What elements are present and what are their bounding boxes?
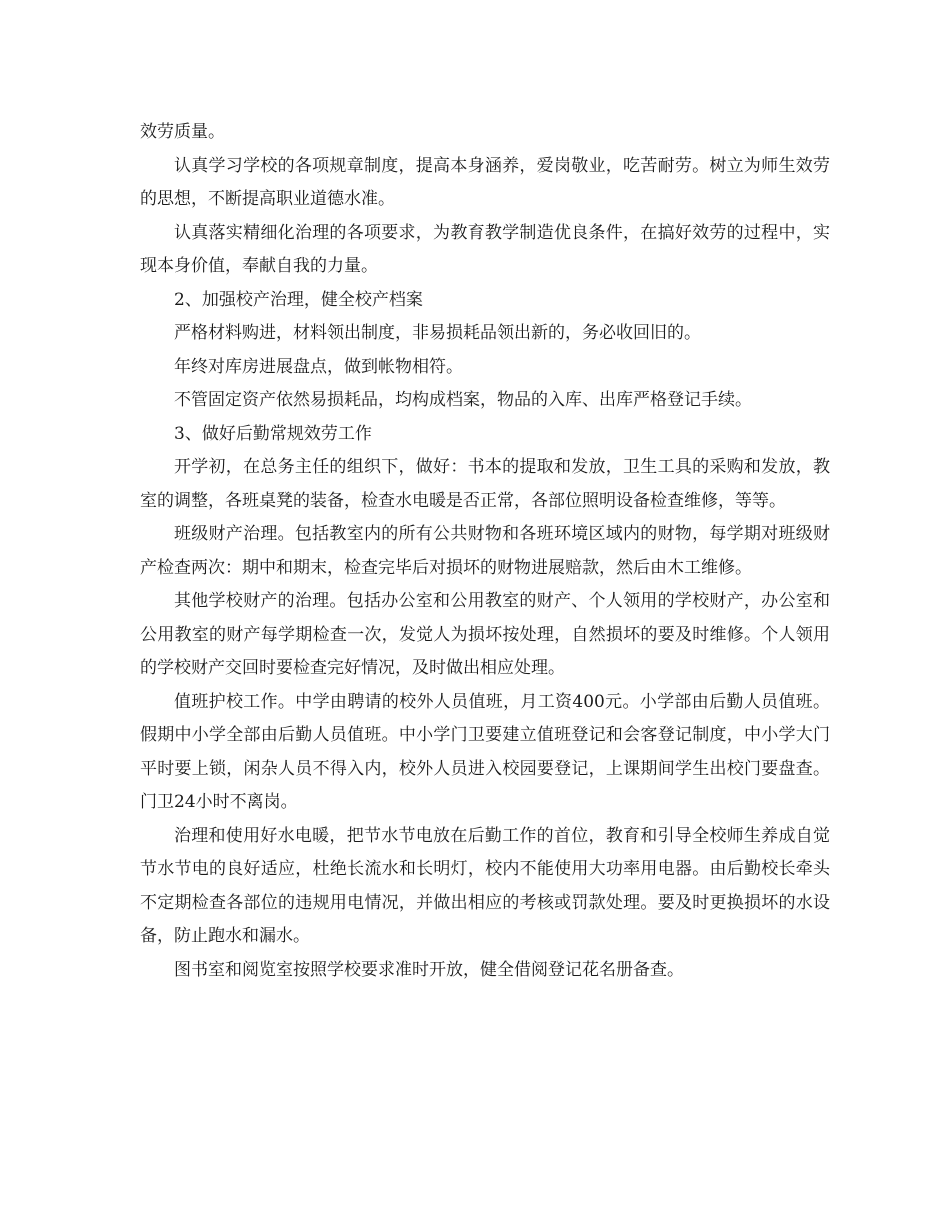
document-body [140,116,830,987]
paragraph: 效劳质量。 [140,122,225,142]
paragraph: 年终对库房进展盘点，做到帐物相符。 [174,356,463,377]
paragraph: 不管固定资产依然易损耗品，均构成档案，物品的入库、出库严格登记手续。 [174,390,752,410]
paragraph: 治理和使用好水电暖，把节水节电放在后勤工作的首位，教育和引导全校师生养成自觉节水节电的良好适应，杜绝长流水和长明灯，校内不能使用大功率用电器。由后勤校长牵头不定期检查各部位的违规用电情况，并做出相应的考核或罚款处理。要及时更换损坏的水设备，防止跑水和漏水。 [140,825,830,946]
paragraph: 图书室和阅览室按照学校要求准时开放，健全借阅登记花名册备查。 [174,959,684,980]
paragraph: 其他学校财产的治理。包括办公室和公用教室的财产、个人领用的学校财产，办公室和公用教室的财产每学期检查一次，发觉人为损坏按处理，自然损坏的要及时维修。个人领用的学校财产交回时要检查完好情况，及时做出相应处理。 [140,591,830,678]
paragraph: 班级财产治理。包括教室内的所有公共财物和各班环境区域内的财物，每学期对班级财产检查两次：期中和期末，检查完毕后对损坏的财物进展赔款，然后由木工维修。 [140,524,830,578]
section-heading: 2、加强校产治理，健全校产档案 [174,289,423,310]
section-heading: 3、做好后勤常规效劳工作 [174,423,372,444]
paragraph: 认真学习学校的各项规章制度，提高本身涵养，爱岗敬业，吃苦耐劳。树立为师生效劳的思想，不断提高职业道德水准。 [140,155,830,209]
paragraph: 值班护校工作。中学由聘请的校外人员值班，月工资400元。小学部由后勤人员值班。假期中小学全部由后勤人员值班。中小学门卫要建立值班登记和会客登记制度，中小学大门平时要上锁，闲杂人员不得入内，校外人员进入校园要登记，上课期间学生出校门要盘查。门卫24小时不离岗。 [140,691,830,812]
paragraph: 开学初，在总务主任的组织下，做好：书本的提取和发放，卫生工具的采购和发放，教室的调整，各班桌凳的装备，检查水电暖是否正常，各部位照明设备检查维修，等等。 [140,457,830,511]
paragraph: 严格材料购进，材料领出制度，非易损耗品领出新的，务必收回旧的。 [174,323,701,343]
paragraph: 认真落实精细化治理的各项要求，为教育教学制造优良条件，在搞好效劳的过程中，实现本身价值，奉献自我的力量。 [140,222,830,276]
